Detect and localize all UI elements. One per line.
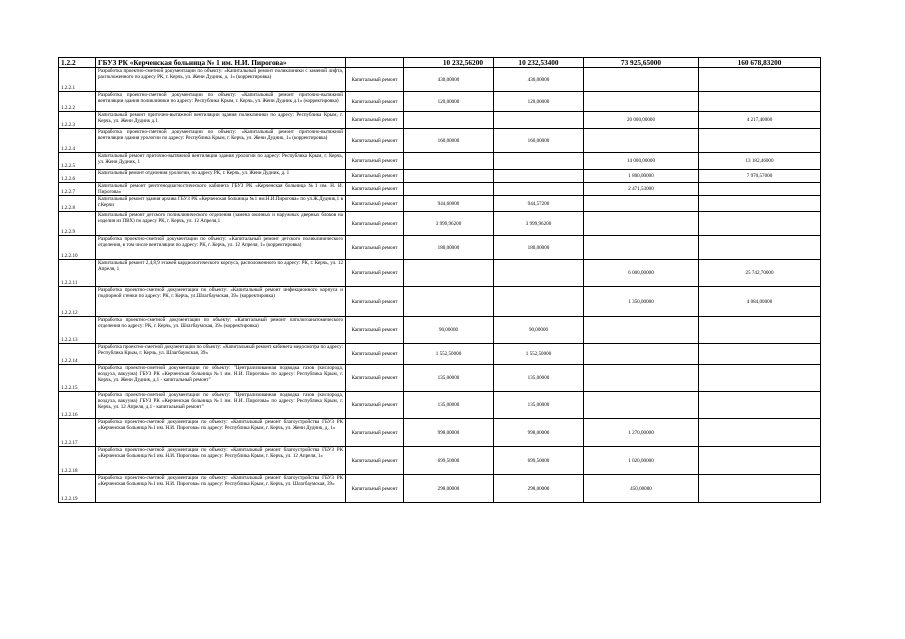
row-value-col3: 2 471,53000 [584,183,699,196]
row-value-col1 [404,153,494,170]
row-work-type: Капитальный ремонт [346,419,404,447]
row-value-col2: 1 552,50000 [494,344,584,365]
row-value-col4 [699,196,821,212]
row-value-col1: 699,50000 [404,447,494,475]
row-value-col2: 430,00000 [494,68,584,92]
table-row [59,419,821,447]
row-work-type: Капитальный ремонт [346,183,404,196]
row-value-col3 [584,317,699,344]
row-value-col4 [699,92,821,112]
row-value-col3: 14 000,00000 [584,153,699,170]
row-code: 1.2.2.19 [59,475,96,503]
row-description: Разработка проектно-сметной документации по объекту: «Капитальный ремонт кабинета медосмотра по адресу: Республика Крым, г. Керчь, ул. Шлагбаумская, 39» [96,344,346,365]
table-row [59,112,821,129]
row-value-col1: 160,00000 [404,129,494,153]
section-total-col4: 160 678,83200 [699,58,821,68]
row-code: 1.2.2.4 [59,129,96,153]
row-code: 1.2.2.9 [59,212,96,236]
row-value-col1 [404,260,494,287]
row-work-type: Капитальный ремонт [346,212,404,236]
row-code: 1.2.2.8 [59,196,96,212]
row-value-col4: 25 742,70000 [699,260,821,287]
row-value-col1: 135,00000 [404,392,494,419]
row-value-col4 [699,475,821,503]
row-value-col2 [494,112,584,129]
table-row [59,153,821,170]
row-value-col4 [699,419,821,447]
row-value-col1: 944,60000 [404,196,494,212]
row-value-col3: 1 350,00000 [584,287,699,317]
section-title: ГБУЗ РК «Керченская больница № 1 им. Н.И. Пирогова» [96,58,346,68]
row-value-col2 [494,260,584,287]
row-value-col2: 90,00000 [494,317,584,344]
table-row [59,287,821,317]
table-row [59,236,821,260]
row-work-type: Капитальный ремонт [346,475,404,503]
row-description: Разработка проектно-сметной документации по объекту: "Централизованная подводка газов (кислорода, воздуха, вакуума) ГБУЗ РК «Керченская больница №1 им. Н.И. Пирогова» по адресу: Республика Крым, г. Керчь, ул. 12 Апреля, д.1 - капитальный ремонт" [96,392,346,419]
table-row [59,129,821,153]
row-description: Капитальный ремонт 2,4,8,9 этажей кардиологического корпуса, расположенного по адресу: РК, г. Керчь, ул. 12 Апреля, 1 [96,260,346,287]
budget-table [58,57,821,503]
row-value-col1 [404,183,494,196]
table-row [59,344,821,365]
table-row [59,260,821,287]
row-work-type: Капитальный ремонт [346,129,404,153]
row-description: Разработка проектно-сметной документации по объекту: «Капитальный ремонт приточно-вытяжной вентиляции здания урологии по адресу: Республика Крым, г. Керчь, ул. Жени Дудник, 1» (корректировка) [96,129,346,153]
row-value-col4 [699,365,821,392]
row-value-col3: 1 270,00000 [584,419,699,447]
row-value-col4: 4 084,00000 [699,287,821,317]
row-value-col3 [584,212,699,236]
row-work-type: Капитальный ремонт [346,196,404,212]
row-code: 1.2.2.6 [59,170,96,183]
row-work-type: Капитальный ремонт [346,153,404,170]
row-value-col2 [494,170,584,183]
row-value-col2: 180,00000 [494,236,584,260]
row-code: 1.2.2.2 [59,92,96,112]
row-work-type: Капитальный ремонт [346,365,404,392]
row-value-col1 [404,170,494,183]
row-value-col4 [699,236,821,260]
row-value-col2: 944,57200 [494,196,584,212]
row-work-type: Капитальный ремонт [346,68,404,92]
row-description: Разработка проектно-сметной документации по объекту: «Капитальный ремонт поликлиники с заменой лифта, расположенного по адресу РК, г. Керчь, ул. Жени Дудник, д. 1» (корректировка) [96,68,346,92]
row-value-col4: 4 217,40000 [699,112,821,129]
row-value-col2: 120,00000 [494,92,584,112]
row-value-col4 [699,212,821,236]
row-work-type: Капитальный ремонт [346,344,404,365]
row-value-col2: 135,00000 [494,365,584,392]
row-value-col1: 998,00000 [404,419,494,447]
row-value-col1: 298,00000 [404,475,494,503]
row-value-col3 [584,196,699,212]
row-value-col3 [584,365,699,392]
row-work-type: Капитальный ремонт [346,260,404,287]
section-code: 1.2.2 [59,58,96,68]
row-value-col3: 1 020,00000 [584,447,699,475]
row-description: Разработка проектно-сметной документации по объекту: «Капитальный ремонт инфекционного корпуса и подпорной стенки по адресу: РК, г. Керчь, ул.Шлагбаумская, 39» (корректировка) [96,287,346,317]
row-value-col2: 160,00000 [494,129,584,153]
row-code: 1.2.2.5 [59,153,96,170]
row-code: 1.2.2.1 [59,68,96,92]
section-total-col3: 73 925,65000 [584,58,699,68]
row-value-col2: 298,00000 [494,475,584,503]
row-description: Разработка проектно-сметной документации по объекту: «Капитальный ремонт приточно-вытяжной вентиляции здания поликлиники по адресу: Республика Крым, г. Керчь, ул. Жени Дудник д.1» (корректировка) [96,92,346,112]
row-value-col4 [699,392,821,419]
row-value-col2 [494,183,584,196]
row-value-col3 [584,92,699,112]
row-value-col2 [494,287,584,317]
row-value-col3 [584,129,699,153]
row-description: Капитальный ремонт здания архива ГБУЗ РК «Керченская больница №1 им.Н.И.Пирогова» по ул.Ж.Дудник,1 в г.Керчи [96,196,346,212]
row-code: 1.2.2.10 [59,236,96,260]
row-description: Капитальный ремонт приточно-вытяжной вентиляции здания урологии по адресу: Республика Крым, г. Керчь, ул. Жени Дудник, 1 [96,153,346,170]
row-value-col1: 3 999,96200 [404,212,494,236]
row-value-col1: 430,00000 [404,68,494,92]
row-work-type: Капитальный ремонт [346,112,404,129]
row-description: Капитальный ремонт рентгенодиагностического кабинета ГБУЗ РК «Керченская больница №1 им. Н. И. Пирогова» [96,183,346,196]
row-value-col1: 135,00000 [404,365,494,392]
row-code: 1.2.2.15 [59,365,96,392]
row-description: Капитальный ремонт приточно-вытяжной вентиляции здания поликлиники по адресу: Республика Крым, г. Керчь, ул. Жени Дудник д.1 [96,112,346,129]
row-value-col3: 1 800,00000 [584,170,699,183]
section-total-col1: 10 232,56200 [404,58,494,68]
row-description: Разработка проектно-сметной документации по объекту: "Централизованная подводка газов (кислорода, воздуха, вакуума) ГБУЗ РК «Керченская больница №1 им. Н.И. Пирогова» по адресу: Республика Крым, г. Керчь, ул. Жени Дудник, д.1 - капитальный ремонт" [96,365,346,392]
table-body [59,58,821,503]
row-work-type: Капитальный ремонт [346,447,404,475]
row-work-type: Капитальный ремонт [346,92,404,112]
row-value-col1 [404,112,494,129]
row-work-type: Капитальный ремонт [346,170,404,183]
row-value-col3: 450,00000 [584,475,699,503]
row-value-col1: 120,00000 [404,92,494,112]
row-description: Разработка проектно-сметной документации по объекту: «Капитальный ремонт благоустройства ГБУЗ РК «Керченская больница №1 им. Н.И. Пирогова» по адресу: Республика Крым, г. Керчь, ул. 12 Апреля, 1» [96,447,346,475]
row-value-col1 [404,287,494,317]
table-row [59,365,821,392]
row-work-type: Капитальный ремонт [346,287,404,317]
row-description: Разработка проектно-сметной документации по объекту: «Капитальный ремонт патологоанатомического отделения по адресу: РК, г. Керчь, ул. Шлагбаумская, 39» (корректировка) [96,317,346,344]
row-value-col4 [699,447,821,475]
row-value-col4 [699,317,821,344]
row-value-col4 [699,183,821,196]
row-code: 1.2.2.7 [59,183,96,196]
table-row [59,92,821,112]
row-value-col3: 6 000,00000 [584,260,699,287]
row-value-col1: 1 552,50000 [404,344,494,365]
row-code: 1.2.2.16 [59,392,96,419]
row-value-col3 [584,68,699,92]
row-value-col4 [699,344,821,365]
section-total-col2: 10 232,53400 [494,58,584,68]
table-row [59,68,821,92]
row-value-col1: 180,00000 [404,236,494,260]
row-code: 1.2.2.14 [59,344,96,365]
row-work-type: Капитальный ремонт [346,392,404,419]
row-description: Капитальный ремонт детского поликлинического отделения (замена оконных и наружных дверных блоков на изделия из ПВХ) по адресу РК, г. Керчь, ул. 12 Апреля,1 [96,212,346,236]
row-description: Разработка проектно-сметной документации по объекту: «Капитальный ремонт благоустройства ГБУЗ РК «Керченская больница №1 им. Н.И. Пирогова» по адресу: Республика Крым, г. Керчь, ул. Жени Дудник, д. 1» [96,419,346,447]
row-value-col2: 135,00000 [494,392,584,419]
table-row [59,317,821,344]
row-value-col2: 699,50000 [494,447,584,475]
table-row [59,196,821,212]
row-value-col3 [584,392,699,419]
row-description: Разработка проектно-сметной документации по объекту: «Капитальный ремонт благоустройства ГБУЗ РК «Керченская больница №1 им. Н.И. Пирогова» по адресу: Республика Крым, г. Керчь, ул. Шлагбаумская, 39» [96,475,346,503]
row-value-col4: 13 182,46000 [699,153,821,170]
table-row [59,447,821,475]
row-work-type: Капитальный ремонт [346,236,404,260]
table-row [59,212,821,236]
row-code: 1.2.2.12 [59,287,96,317]
row-value-col4 [699,68,821,92]
table-row [59,392,821,419]
row-value-col4 [699,129,821,153]
row-value-col4: 7 970,57000 [699,170,821,183]
row-code: 1.2.2.11 [59,260,96,287]
row-value-col1: 90,00000 [404,317,494,344]
row-code: 1.2.2.3 [59,112,96,129]
row-work-type: Капитальный ремонт [346,317,404,344]
row-code: 1.2.2.13 [59,317,96,344]
row-description: Капитальный ремонт отделения урологии, по адресу РК, г. Керчь, ул. Жени Дудник, д. 1 [96,170,346,183]
row-code: 1.2.2.17 [59,419,96,447]
table-header-row [59,58,821,68]
table-row [59,475,821,503]
row-value-col2: 3 999,96200 [494,212,584,236]
row-value-col3: 20 000,00000 [584,112,699,129]
table-row [59,170,821,183]
table-row [59,183,821,196]
section-type [346,58,404,68]
document-page [58,57,820,503]
row-description: Разработка проектно-сметной документации по объекту: «Капитальный ремонт детского поликлинического отделения, в том числе вентиляции по адресу: РК, г. Керчь, ул. 12 Апреля, 1» (корректировка) [96,236,346,260]
row-value-col2: 998,00000 [494,419,584,447]
row-value-col2 [494,153,584,170]
row-code: 1.2.2.18 [59,447,96,475]
row-value-col3 [584,344,699,365]
row-value-col3 [584,236,699,260]
